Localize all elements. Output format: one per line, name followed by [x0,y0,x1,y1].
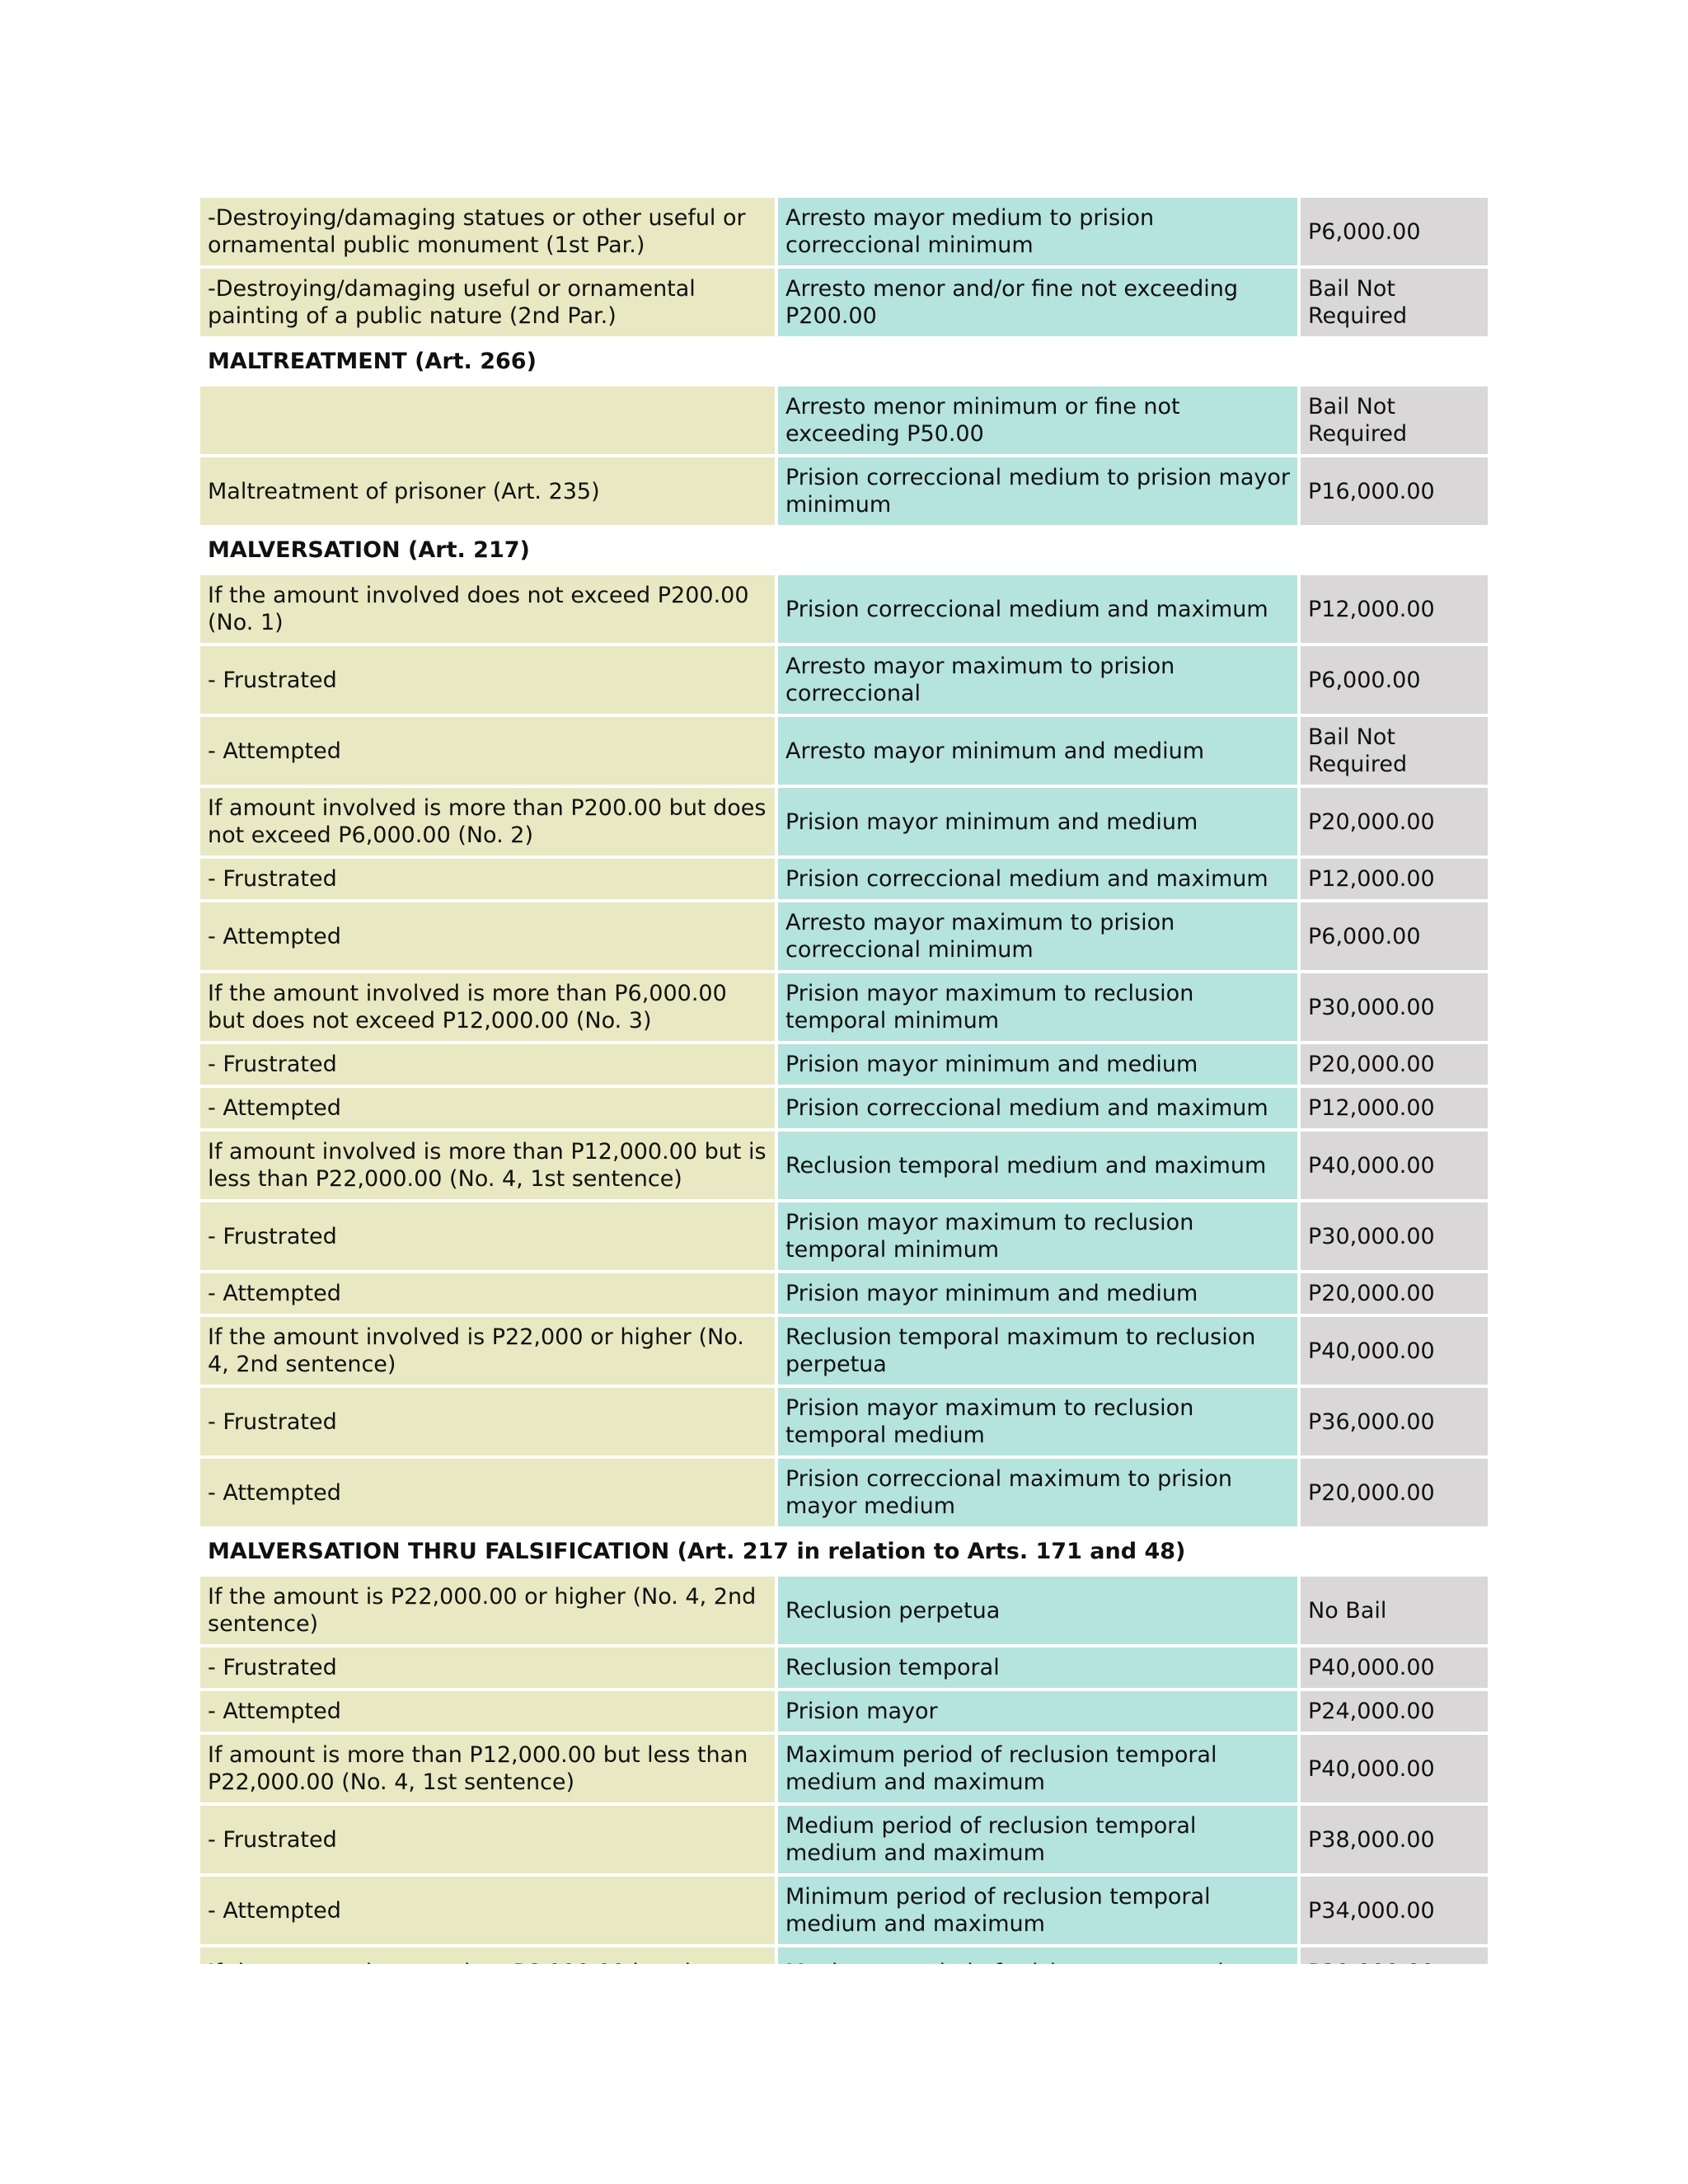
table-row [200,717,1488,788]
table-row [200,269,1488,340]
bail-cell: P20,000.00 [1301,788,1488,859]
offense-cell: If the amount involved is more than P6,000.00 but does not exceed P12,000.00 (No. 3) [200,973,778,1044]
bail-cell: P6,000.00 [1301,198,1488,269]
offense-cell: If amount is more than P12,000.00 but less than P22,000.00 (No. 4, 1st sentence) [200,1735,778,1806]
offense-cell: If amount involved is more than P12,000.00 but is less than P22,000.00 (No. 4, 1st sentence) [200,1132,778,1202]
penalty-cell: Medium period of reclusion temporal medium and maximum [778,1806,1301,1877]
bail-cell: P20,000.00 [1301,1044,1488,1088]
bail-cell: P16,000.00 [1301,457,1488,528]
penalty-cell: Prision mayor maximum to reclusion temporal minimum [778,973,1301,1044]
table-row [200,1317,1488,1388]
penalty-cell: Reclusion temporal maximum to reclusion perpetua [778,1317,1301,1388]
offense-cell: - Attempted [200,1877,778,1947]
bail-cell: Bail Not Required [1301,387,1488,457]
penalty-cell: Reclusion perpetua [778,1577,1301,1647]
penalty-cell: Prision correccional medium and maximum [778,575,1301,646]
table-row [200,387,1488,457]
bail-schedule-table [200,198,1488,1996]
offense-cell [200,387,778,457]
penalty-cell: Arresto mayor maximum to prision correccional [778,646,1301,717]
penalty-cell: Arresto menor minimum or fine not exceeding P50.00 [778,387,1301,457]
bail-cell: P40,000.00 [1301,1647,1488,1691]
bail-cell: No Bail [1301,1577,1488,1647]
bail-cell: P6,000.00 [1301,646,1488,717]
table-row [200,788,1488,859]
penalty-cell: Prision mayor [778,1691,1301,1735]
offense-cell: If the amount is P22,000.00 or higher (No. 4, 2nd sentence) [200,1577,778,1647]
offense-cell: - Attempted [200,1088,778,1132]
offense-cell: - Attempted [200,1691,778,1735]
table-row [200,973,1488,1044]
offense-cell: - Frustrated [200,859,778,902]
bail-cell: P20,000.00 [1301,1459,1488,1530]
penalty-cell: Prision mayor minimum and medium [778,788,1301,859]
penalty-cell: Prision correccional medium and maximum [778,1088,1301,1132]
offense-cell: If the amount involved is P22,000 or higher (No. 4, 2nd sentence) [200,1317,778,1388]
bail-cell: P6,000.00 [1301,902,1488,973]
penalty-cell: Prision mayor maximum to reclusion temporal medium [778,1388,1301,1459]
penalty-cell: Arresto mayor maximum to prision correccional minimum [778,902,1301,973]
penalty-cell: Reclusion temporal [778,1647,1301,1691]
section-heading-row [200,1530,1488,1577]
offense-cell: - Frustrated [200,1044,778,1088]
table-row [200,1088,1488,1132]
penalty-cell: Reclusion temporal medium and maximum [778,1132,1301,1202]
penalty-cell: Prision correccional medium to prision mayor minimum [778,457,1301,528]
table-row [200,575,1488,646]
bail-cell: P36,000.00 [1301,1388,1488,1459]
bail-cell: P12,000.00 [1301,859,1488,902]
offense-cell: - Attempted [200,1273,778,1317]
table-row [200,1577,1488,1647]
penalty-cell: Prision correccional medium and maximum [778,859,1301,902]
penalty-cell: Arresto menor and/or fine not exceeding P200.00 [778,269,1301,340]
table-row [200,646,1488,717]
table-row [200,1735,1488,1806]
bail-cell: Bail Not Required [1301,717,1488,788]
table-row [200,1388,1488,1459]
bail-cell: P40,000.00 [1301,1132,1488,1202]
penalty-cell: Minimum period of reclusion temporal medium and maximum [778,1877,1301,1947]
table-row [200,1459,1488,1530]
table-row [200,198,1488,269]
table-row [200,1273,1488,1317]
offense-cell: - Frustrated [200,1202,778,1273]
section-heading: MALVERSATION THRU FALSIFICATION (Art. 217 in relation to Arts. 171 and 48) [200,1530,1488,1577]
section-heading-row [200,528,1488,575]
penalty-cell: Prision mayor maximum to reclusion temporal minimum [778,1202,1301,1273]
bail-cell: P20,000.00 [1301,1273,1488,1317]
bail-cell: P30,000.00 [1301,1202,1488,1273]
bail-cell: P24,000.00 [1301,1691,1488,1735]
penalty-cell: Prision mayor minimum and medium [778,1044,1301,1088]
offense-cell: - Attempted [200,717,778,788]
offense-cell: - Frustrated [200,1388,778,1459]
page-bottom-margin [0,1964,1688,2184]
penalty-cell: Prision mayor minimum and medium [778,1273,1301,1317]
penalty-cell: Arresto mayor minimum and medium [778,717,1301,788]
table-row [200,1806,1488,1877]
bail-cell: P30,000.00 [1301,973,1488,1044]
offense-cell: Maltreatment of prisoner (Art. 235) [200,457,778,528]
offense-cell: If the amount involved does not exceed P200.00 (No. 1) [200,575,778,646]
bail-cell: P12,000.00 [1301,1088,1488,1132]
bail-cell: P12,000.00 [1301,575,1488,646]
penalty-cell: Prision correccional maximum to prision mayor medium [778,1459,1301,1530]
section-heading: MALVERSATION (Art. 217) [200,528,1488,575]
bail-cell: P38,000.00 [1301,1806,1488,1877]
penalty-cell: Arresto mayor medium to prision correccional minimum [778,198,1301,269]
bail-cell: P40,000.00 [1301,1317,1488,1388]
bail-cell: Bail Not Required [1301,269,1488,340]
table-row [200,1132,1488,1202]
penalty-cell: Maximum period of reclusion temporal medium and maximum [778,1735,1301,1806]
table-row [200,1202,1488,1273]
table-row [200,902,1488,973]
bail-cell: P40,000.00 [1301,1735,1488,1806]
offense-cell: - Frustrated [200,1647,778,1691]
offense-cell: - Attempted [200,902,778,973]
offense-cell: - Attempted [200,1459,778,1530]
offense-cell: - Frustrated [200,1806,778,1877]
table-row [200,1647,1488,1691]
section-heading: MALTREATMENT (Art. 266) [200,340,1488,387]
bail-cell: P34,000.00 [1301,1877,1488,1947]
table-row [200,1691,1488,1735]
offense-cell: -Destroying/damaging useful or ornamental painting of a public nature (2nd Par.) [200,269,778,340]
offense-cell: -Destroying/damaging statues or other useful or ornamental public monument (1st Par.) [200,198,778,269]
table-row [200,457,1488,528]
table-row [200,1044,1488,1088]
section-heading-row [200,340,1488,387]
table-row [200,859,1488,902]
table-row [200,1877,1488,1947]
offense-cell: If amount involved is more than P200.00 but does not exceed P6,000.00 (No. 2) [200,788,778,859]
offense-cell: - Frustrated [200,646,778,717]
